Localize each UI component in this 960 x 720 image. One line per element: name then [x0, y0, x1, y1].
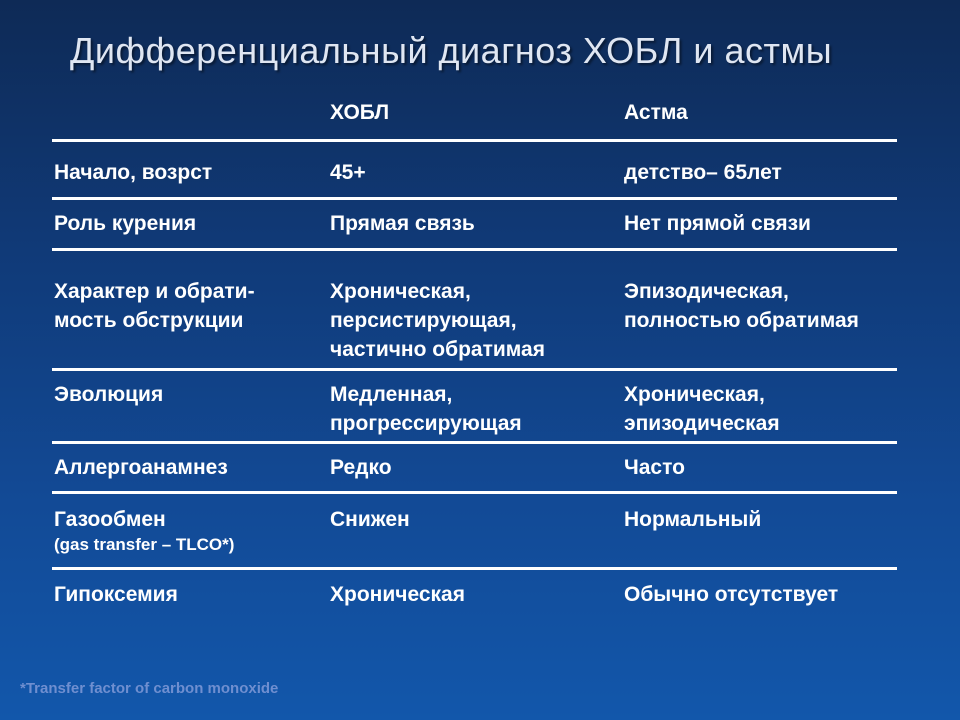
row-label: Роль курения [54, 212, 197, 235]
copd-value: 45+ [330, 161, 366, 184]
table-header-row [52, 96, 897, 142]
row-label: Аллергоанамнез [54, 456, 228, 479]
asthma-value: Хроническая, эпизодическая [624, 383, 780, 435]
table-row [52, 494, 897, 570]
page-title: Дифференциальный диагноз ХОБЛ и астмы [70, 30, 833, 71]
table-row [52, 570, 897, 620]
row-label: Характер и обрати- мость обструкции [54, 280, 255, 332]
row-label: Гипоксемия [54, 583, 178, 606]
asthma-value: Обычно отсутствует [624, 583, 839, 606]
table-row [52, 371, 897, 444]
column-header-asthma: Астма [624, 101, 688, 124]
footnote: *Transfer factor of carbon monoxide [20, 680, 279, 697]
table-row [52, 444, 897, 494]
copd-value: Медленная, прогрессирующая [330, 383, 522, 435]
column-header-copd: ХОБЛ [330, 101, 390, 124]
asthma-value: Нормальный [624, 508, 762, 531]
asthma-value: Нет прямой связи [624, 212, 811, 235]
row-label: Начало, возрст [54, 161, 213, 184]
row-label-note: (gas transfer – TLCO*) [54, 535, 235, 554]
asthma-value: детство– 65лет [624, 161, 782, 184]
asthma-value: Эпизодическая, полностью обратимая [624, 280, 859, 332]
row-label: Газообмен (gas transfer – TLCO*) [54, 505, 324, 556]
table-row [52, 200, 897, 251]
copd-value: Хроническая [330, 583, 465, 606]
copd-value: Снижен [330, 508, 410, 531]
row-label: Эволюция [54, 383, 164, 406]
copd-value: Хроническая, персистирующая, частично обратимая [330, 280, 545, 361]
comparison-table [52, 96, 897, 620]
table-row [52, 251, 897, 371]
table-row [52, 142, 897, 200]
copd-value: Редко [330, 456, 392, 479]
asthma-value: Часто [624, 456, 685, 479]
copd-value: Прямая связь [330, 212, 475, 235]
